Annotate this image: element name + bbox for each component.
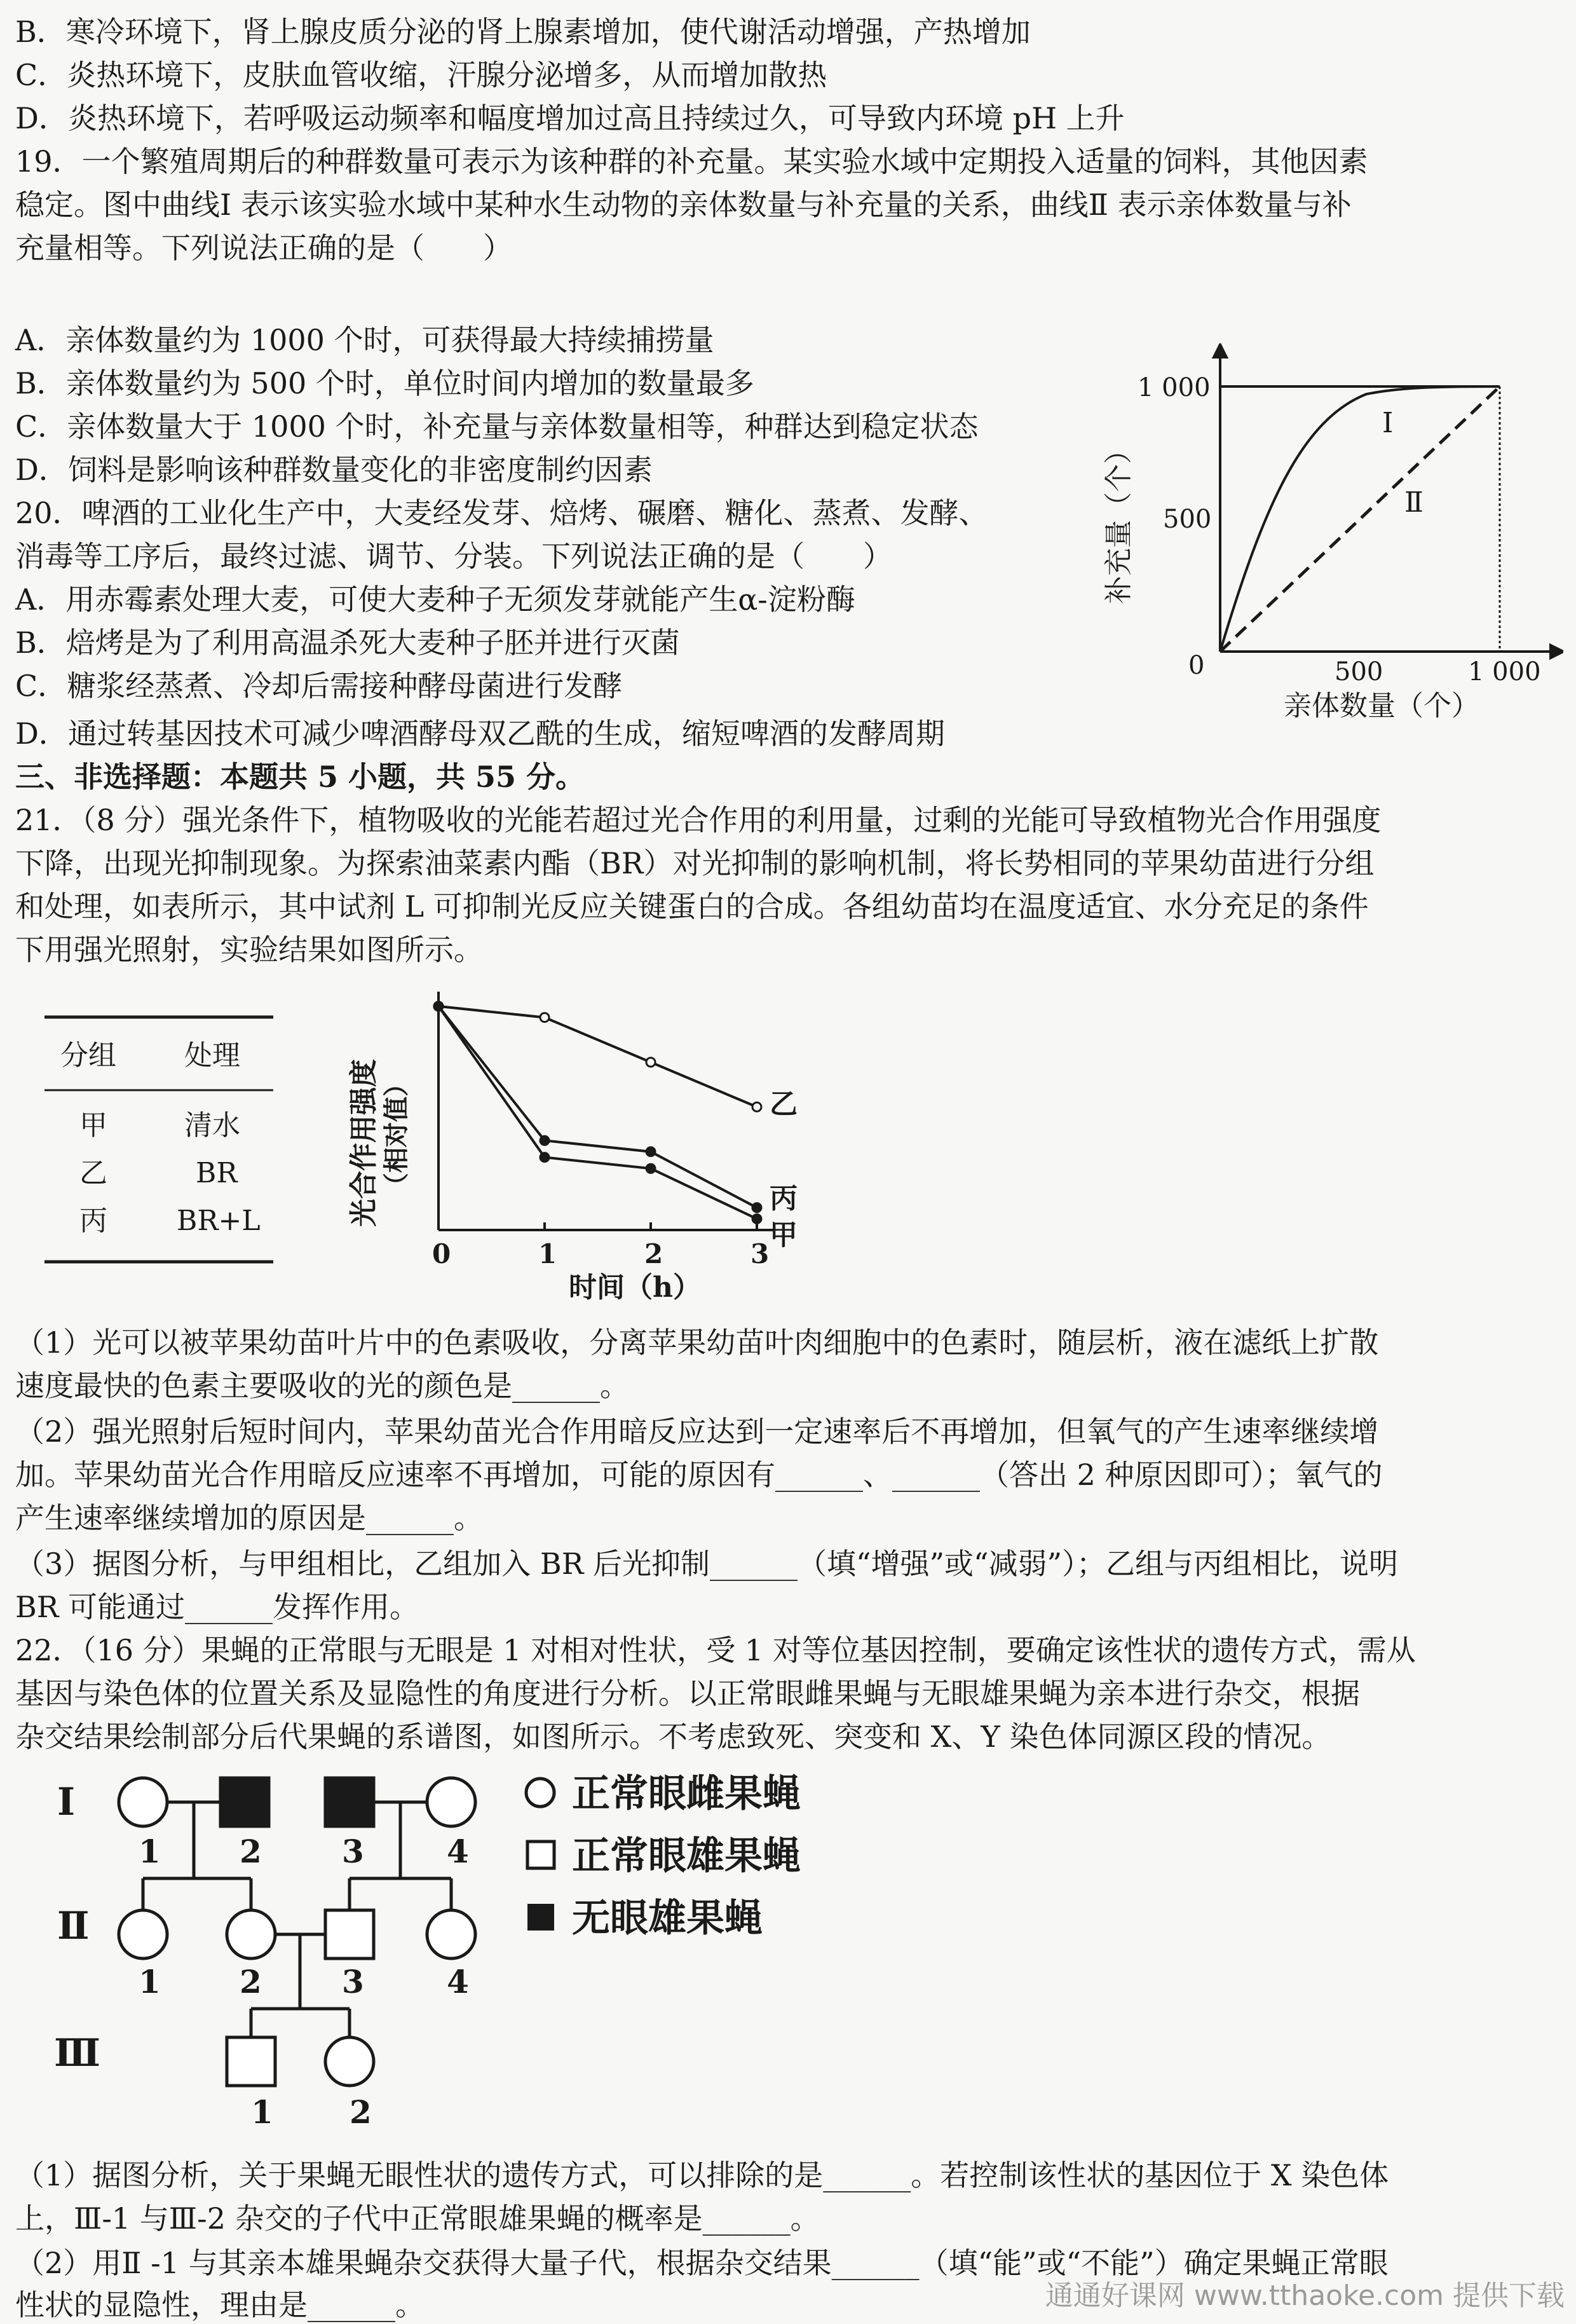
watermark-text: 通通好课网 www.tthaoke.com 提供下载	[1045, 2280, 1565, 2312]
text-line-q19optD: D．饲料是影响该种群数量变化的非密度制约因素	[15, 453, 653, 487]
ind-I-1	[119, 1778, 167, 1826]
text-line-q21d: 下用强光照射，实验结果如图所示。	[15, 933, 483, 967]
text-line-q22b: 基因与染色体的位置关系及显隐性的角度进行分析。以正常眼雌果蝇与无眼雄果蝇为亲本进行杂交，根据	[15, 1676, 1360, 1711]
gen-label-II: Ⅱ	[57, 1904, 90, 1948]
series-1-point-2	[646, 1147, 655, 1156]
text-line-q21s3b: BR 可能通过______发挥作用。	[15, 1590, 419, 1624]
num-I-4: 4	[447, 1833, 469, 1870]
num-I-2: 2	[240, 1833, 262, 1870]
series-line-2	[438, 1006, 757, 1219]
ind-I-4	[427, 1778, 475, 1826]
text-line-q19c: 充量相等。下列说法正确的是（ ）	[15, 231, 512, 265]
legend-male-normal-icon	[527, 1842, 554, 1868]
num-I-3: 3	[342, 1833, 364, 1870]
legend-female-normal-label: 正常眼雌果蝇	[572, 1772, 801, 1816]
text-line-q21a: 21．（8 分）强光条件下，植物吸收的光能若超过光合作用的利用量，过剩的光能可导致植物光合作用强度	[15, 803, 1382, 837]
text-line-q21c: 和处理，如表所示，其中试剂 L 可抑制光反应关键蛋白的合成。各组幼苗均在温度适宜、水分充足的条件	[15, 889, 1369, 924]
table-row-1-treatment: 清水	[184, 1109, 240, 1142]
x-tick-1000: 1 000	[1468, 657, 1541, 687]
series-0-point-2	[646, 1058, 655, 1067]
text-line-q20optD: D．通过转基因技术可减少啤酒酵母双乙酰的生成，缩短啤酒的发酵周期	[15, 716, 945, 751]
text-line-q21b: 下降，出现光抑制现象。为探索油菜素内酯（BR）对光抑制的影响机制，将长势相同的苹果幼苗进行分组	[15, 846, 1375, 880]
series-0-point-1	[540, 1013, 549, 1022]
gen-label-III: Ⅲ	[54, 2031, 101, 2075]
text-line-q22s2b: 性状的显隐性，理由是______。	[15, 2288, 425, 2322]
text-line-q22s1b: 上，Ⅲ-1 与Ⅲ-2 杂交的子代中正常眼雄果蝇的概率是______。	[15, 2201, 820, 2236]
text-line-q20optB: B．焙烤是为了利用高温杀死大麦种子胚并进行灭菌	[15, 625, 680, 660]
num-I-1: 1	[139, 1833, 161, 1870]
text-line-q20a: 20．啤酒的工业化生产中，大麦经发芽、焙烤、碾磨、糖化、蒸煮、发酵、	[15, 496, 988, 530]
series-label-1: 丙	[770, 1182, 798, 1215]
curve-II-label: Ⅱ	[1404, 486, 1423, 519]
series-label-0: 乙	[770, 1088, 798, 1121]
ind-II-1	[119, 1910, 167, 1958]
y-tick-0: 0	[1188, 651, 1205, 680]
series-2-point-0	[434, 1002, 443, 1011]
table-header-treatment: 处理	[184, 1039, 240, 1072]
series-line-1	[438, 1006, 757, 1208]
text-line-q22c: 杂交结果绘制部分后代果蝇的系谱图，如图所示。不考虑致死、突变和 X、Y 染色体同源区段的情况。	[15, 1719, 1331, 1754]
x-tick-label-1: 1	[538, 1238, 557, 1269]
series-2-point-2	[646, 1164, 655, 1173]
ind-I-2	[221, 1778, 269, 1826]
text-line-q21s2c: 产生速率继续增加的原因是______。	[15, 1501, 483, 1535]
table-row-3-group: 丙	[79, 1205, 107, 1237]
ind-III-1	[227, 2037, 275, 2086]
curve-I-label: Ⅰ	[1382, 407, 1394, 439]
text-line-q20b: 消毒等工序后，最终过滤、调节、分装。下列说法正确的是（ ）	[15, 539, 892, 573]
legend-male-eyeless-label: 无眼雄果蝇	[572, 1896, 763, 1941]
text-line-q21s1b: 速度最快的色素主要吸收的光的颜色是______。	[15, 1369, 629, 1403]
text-line-q22a: 22．（16 分）果蝇的正常眼与无眼是 1 对相对性状，受 1 对等位基因控制，要确定该性状的遗传方式，需从	[15, 1633, 1416, 1667]
table-row-2-treatment: BR	[196, 1157, 238, 1189]
num-II-1: 1	[139, 1963, 161, 2000]
table-row-1-group: 甲	[79, 1109, 107, 1142]
text-line-q21s2b: 加。苹果幼苗光合作用暗反应速率不再增加，可能的原因有______、______（答出 2 种原因即可）；氧气的	[15, 1458, 1383, 1492]
text-line-q21s1a: （1）光可以被苹果幼苗叶片中的色素吸收，分离苹果幼苗叶肉细胞中的色素时，随层析，液在滤纸上扩散	[15, 1325, 1379, 1360]
text-line-q21s2a: （2）强光照射后短时间内，苹果幼苗光合作用暗反应达到一定速率后不再增加，但氧气的产生速率继续增	[15, 1414, 1379, 1449]
series-1-point-3	[752, 1203, 761, 1212]
text-line-q19a: 19．一个繁殖周期后的种群数量可表示为该种群的补充量。某实验水域中定期投入适量的饲料，其他因素	[15, 144, 1368, 179]
pedigree-q22	[13, 1767, 902, 2142]
text-line-q19optC: C．亲体数量大于 1000 个时，补充量与亲体数量相等，种群达到稳定状态	[15, 409, 979, 444]
ind-III-2	[325, 2037, 374, 2086]
x-tick-label-0: 0	[432, 1238, 451, 1269]
text-line-q22s1a: （1）据图分析，关于果蝇无眼性状的遗传方式，可以排除的是______。若控制该性状的基因位于 X 染色体	[15, 2158, 1389, 2192]
x-axis-label: 时间（h）	[569, 1271, 701, 1304]
text-line-q20optA: A．用赤霉素处理大麦，可使大麦种子无须发芽就能产生α-淀粉酶	[15, 582, 855, 617]
curve-II	[1220, 386, 1500, 652]
series-0-point-3	[752, 1102, 761, 1111]
num-II-2: 2	[240, 1963, 262, 2000]
table-row-2-group: 乙	[79, 1157, 107, 1189]
num-III-1: 1	[251, 2093, 273, 2131]
table-q21	[38, 1004, 292, 1278]
x-tick-label-3: 3	[751, 1238, 770, 1269]
x-tick-label-2: 2	[644, 1238, 663, 1269]
figure-q21-chart	[343, 979, 871, 1309]
y-tick-500: 500	[1163, 505, 1212, 534]
figure-q19-chart	[1093, 343, 1563, 737]
table-row-3-treatment: BR+L	[177, 1205, 261, 1237]
ind-I-3	[325, 1778, 374, 1826]
ind-II-3	[325, 1910, 374, 1958]
y-axis-label: 补充量（个）	[1103, 436, 1135, 604]
series-label-2: 甲	[770, 1219, 798, 1252]
text-line-q19optA: A．亲体数量约为 1000 个时，可获得最大持续捕捞量	[15, 323, 714, 357]
num-II-3: 3	[342, 1963, 364, 2000]
series-line-0	[438, 1006, 757, 1107]
legend-male-normal-label: 正常眼雄果蝇	[572, 1834, 801, 1878]
text-line-q19optB: B．亲体数量约为 500 个时，单位时间内增加的数量最多	[15, 366, 754, 400]
series-2-point-1	[540, 1153, 549, 1162]
text-line-q22s2a: （2）用Ⅱ -1 与其亲本雄果蝇杂交获得大量子代，根据杂交结果______（填“能”或“不能”）确定果蝇正常眼	[15, 2246, 1389, 2280]
text-line-q18b: B．寒冷环境下，肾上腺皮质分泌的肾上腺素增加，使代谢活动增强，产热增加	[15, 15, 1031, 49]
gen-label-I: Ⅰ	[57, 1780, 76, 1824]
y-axis-unit: （相对值）	[381, 1071, 411, 1198]
legend-female-normal-icon	[526, 1779, 554, 1807]
ind-II-2	[227, 1910, 275, 1958]
series-1-point-1	[540, 1136, 549, 1145]
y-axis-label: 光合作用强度	[348, 1059, 380, 1227]
text-line-q19b: 稳定。图中曲线Ⅰ 表示该实验水域中某种水生动物的亲体数量与补充量的关系，曲线Ⅱ 表示亲体数量与补	[15, 188, 1352, 222]
x-tick-500: 500	[1335, 657, 1383, 687]
legend-male-eyeless-icon	[527, 1904, 554, 1931]
table-header-group: 分组	[60, 1039, 116, 1072]
text-line-q18c: C．炎热环境下，皮肤血管收缩，汗腺分泌增多，从而增加散热	[15, 58, 827, 92]
series-2-point-3	[752, 1214, 761, 1223]
num-III-2: 2	[350, 2093, 372, 2131]
text-line-q21s3a: （3）据图分析，与甲组相比，乙组加入 BR 后光抑制______（填“增强”或“减弱”）；乙组与丙组相比，说明	[15, 1547, 1399, 1581]
y-tick-1000: 1 000	[1138, 373, 1211, 402]
x-axis-label: 亲体数量（个）	[1284, 690, 1479, 722]
ind-II-4	[427, 1910, 475, 1958]
text-line-q20optC: C．糖浆经蒸煮、冷却后需接种酵母菌进行发酵	[15, 669, 623, 703]
text-line-q18d: D．炎热环境下，若呼吸运动频率和幅度增加过高且持续过久，可导致内环境 pH 上升	[15, 101, 1125, 135]
num-II-4: 4	[447, 1963, 469, 2000]
text-line-sec3: 三、非选择题：本题共 5 小题，共 55 分。	[15, 760, 585, 794]
